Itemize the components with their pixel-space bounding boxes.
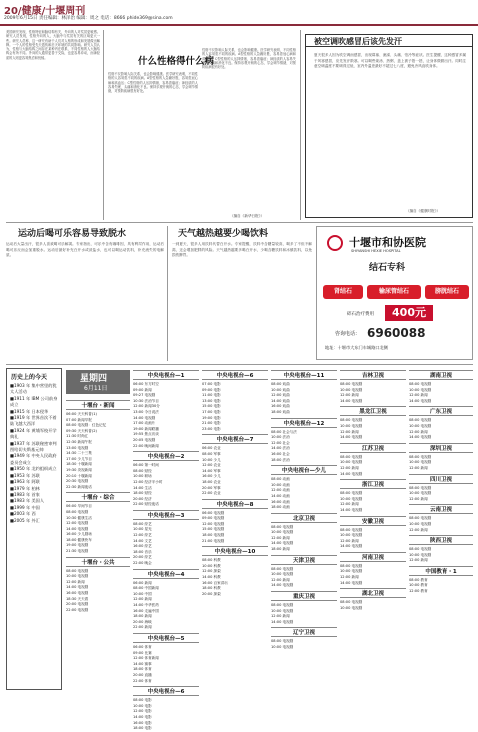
tv-program: 08:00 社会与法 <box>271 429 297 434</box>
tv-channel-name: 中央电视台—11 <box>271 370 337 380</box>
tv-program: 22:00 财经夜话 <box>133 502 159 507</box>
tv-channel-name: 辽宁卫视 <box>271 627 337 637</box>
tv-program: 12:30 新闻午报 <box>66 439 92 444</box>
tv-program: 12:00 综艺 <box>133 533 152 538</box>
tv-channel-name: 重庆卫视 <box>271 591 337 601</box>
tv-program: 12:00 动画 <box>271 488 290 493</box>
tv-program: 12:00 新闻30分 <box>133 404 160 409</box>
tv-program: 08:00 电视剧 <box>340 600 363 605</box>
tv-program: 16:00 少儿剧场 <box>66 532 92 537</box>
article-top-mid-1: 性格不仅影响人际关系，也会影响健康。医学研究表明，不同性格的人容易患不同的疾病。A型性格的人急躁好胜，容易患冠心病和高血压；C型性格的人压抑情绪，容易患癌症；神经质的人容易失眠、头痛和消化不良。保持乐观开朗的心态，学会调节情绪，对预防疾病很有好处。 <box>108 72 198 94</box>
tv-program: 08:00 电视剧 <box>271 639 294 644</box>
tv-program: 08:00 科教 <box>202 558 221 563</box>
tv-program: 13:00 今日说法 <box>133 409 159 414</box>
tv-program: 17:00 电影 <box>202 409 221 414</box>
tv-column-4 <box>271 368 337 690</box>
tv-program: 14:00 电视剧 <box>271 619 294 624</box>
tv-program: 10:00 电视剧 <box>271 645 294 649</box>
tv-program: 10:00 电视剧 <box>409 387 432 392</box>
tv-program: 14:00 电视剧 <box>133 415 156 420</box>
history-item: ■1983 年 美国人 <box>10 498 45 504</box>
tv-program: 19:00 新闻联播 <box>133 426 159 431</box>
tv-program: 12:00 农业 <box>202 463 221 468</box>
tv-program: 08:00 电视剧 <box>271 603 294 608</box>
hospital-ad <box>316 226 473 360</box>
tv-program: 10:00 电影 <box>133 703 152 708</box>
tv-program: 12:00 新闻 <box>271 614 290 619</box>
tv-channel-name: 中国教育・1 <box>409 566 473 576</box>
tv-program: 14:00 科教 <box>202 575 221 580</box>
tv-day-title: 星期四 <box>80 374 108 384</box>
tv-channel-name: 湖南卫视 <box>409 370 473 380</box>
tv-program: 10:00 戏曲 <box>271 387 290 392</box>
history-item: ■1919 年 世界首次不着陆飞越大西洋 <box>10 415 57 427</box>
section-title: 20/健康/十堰周刊 <box>4 6 86 17</box>
tv-program: 14:00 军事 <box>202 468 221 473</box>
pill-ureter: 输尿管结石 <box>367 285 421 299</box>
tv-channel-name: 中央电视台—4 <box>133 569 199 579</box>
tv-channel-name: 中央电视台—3 <box>133 510 199 520</box>
tv-program: 12:00 电视剧 <box>66 521 89 526</box>
tv-program: 16:00 社会 <box>271 451 290 456</box>
tv-program: 18:30 十堰新闻 <box>66 462 92 467</box>
tv-channel-name: 深圳卫视 <box>409 443 473 453</box>
tv-program: 15:00 电视剧 <box>202 527 225 532</box>
tv-program: 06:00 农业 <box>202 446 221 451</box>
tv-program: 09:00 电视剧 <box>202 516 225 521</box>
tv-program: 08:00 电视剧 <box>66 509 89 514</box>
tv-program: 10:00 电视剧 <box>271 530 294 535</box>
history-panel <box>6 368 62 690</box>
tv-program: 12:00 新闻 <box>409 465 428 470</box>
headline-personality: 什么性格得什么病 <box>138 56 215 67</box>
tv-channel-name: 中央电视台—少儿 <box>271 465 337 475</box>
history-item: ■1903 年 集中营里的犹太人活动 <box>10 383 57 395</box>
tv-program: 10:00 电视剧 <box>409 423 432 428</box>
tv-program: 14:00 电视剧 <box>271 583 294 588</box>
tv-program: 08:00 电视剧 <box>340 491 363 496</box>
tv-program: 06:00 天天科普(1) <box>66 412 97 416</box>
history-list <box>10 383 60 687</box>
tv-program: 08:00 电视剧 <box>409 547 432 552</box>
tv-program: 12:00 新闻 <box>409 393 428 398</box>
tv-program: 16:00 综艺 <box>133 544 152 549</box>
tv-column-6 <box>409 368 473 690</box>
tv-channel-name: 中央电视台—5 <box>133 633 199 643</box>
price: 400元 <box>385 305 433 321</box>
tv-program: 16:00 电视剧 <box>66 591 89 596</box>
tv-program: 18:00 新闻 <box>271 547 290 552</box>
tv-channel-name: 浙江卫视 <box>340 479 406 489</box>
article-mid-mid: 一到夏天，很多人用饮料代替白开水。专家提醒，饮料中含糖量较高，喝多了不但不解渴，还会增加肥胖的风险。天气越热越要多喝白开水，少喝含糖饮料和冰镇饮料，以免损伤脾胃。 <box>172 242 312 258</box>
specialty-label: 结石专科 <box>369 263 406 273</box>
header-meta: 2009年6月15日 责任编辑：林泽治 编辑：周之 电话：8666 phide369@sina.com <box>4 16 173 21</box>
tv-program: 10:00 电视剧 <box>409 521 432 526</box>
tv-program: 16:00 戏曲 <box>271 404 290 409</box>
tv-program: 10:00 法治 <box>271 435 290 440</box>
tv-program: 10:00 电视剧 <box>66 574 89 579</box>
history-item: ■1911 年 IBM 公司前身成立 <box>10 395 58 408</box>
tv-program: 12:00 社会 <box>271 440 290 445</box>
headline-aircon-cold: 被空调吹感冒后该先发汗 <box>314 37 402 46</box>
tv-program: 22:30 新闻夜话 <box>66 484 92 489</box>
tv-program: 06:00 第一时间 <box>133 463 159 468</box>
tv-program: 08:00 电视剧 <box>340 382 363 386</box>
tv-program: 14:00 电视剧 <box>340 580 363 585</box>
tv-program: 14:00 电视剧 <box>340 507 363 512</box>
tv-program: 13:00 电影 <box>202 398 221 403</box>
divider <box>6 364 473 365</box>
tv-program: 08:00 军事 <box>202 451 221 456</box>
tv-program: 10:00 科教 <box>202 563 221 568</box>
tv-program: 10:00 教育 <box>409 583 428 588</box>
tv-program: 18:00 体育 <box>133 667 152 672</box>
tv-program: 12:00 新闻 <box>133 597 152 602</box>
tv-program: 14:00 电视剧 <box>271 541 294 546</box>
history-item: ■1937 年 苏联秘密审判图哈切夫斯基元帅 <box>10 440 57 453</box>
tv-program: 14:00 电影 <box>133 714 152 719</box>
tv-program: 14:00 电视剧 <box>66 585 89 590</box>
phone: 6960088 <box>367 326 426 340</box>
tv-program: 10:00 电视剧 <box>271 572 294 577</box>
tv-program: 18:00 健康快车 <box>66 537 92 542</box>
article-mid-left: 运动后大量出汗，很多人喜欢喝可乐解渴。专家指出，可乐中含有咖啡因，具有利尿作用，运动后喝可乐反而会加重脱水。运动后最好补充白开水或淡盐水，也可以喝运动饮料，补充流失的电解质。 <box>6 242 164 258</box>
tv-channel-name: 天津卫视 <box>271 555 337 565</box>
tv-program: 10:00 动画 <box>271 482 290 487</box>
tv-column-1 <box>66 398 130 690</box>
tv-program: 12:00 新闻 <box>409 558 428 563</box>
hospital-name-en: SHIYANSHI HEXIE HOSPITAL <box>351 249 401 253</box>
tv-program: 18:00 电影 <box>133 726 152 731</box>
tv-program: 10:00 电视剧 <box>340 569 363 574</box>
tv-program: 12:00 新闻 <box>340 465 359 470</box>
tv-program: 06:00 早间节目 <box>66 504 92 509</box>
tv-program: 08:00 动画 <box>271 477 290 482</box>
history-item: ■1979 年 柏林 <box>10 485 40 491</box>
tv-program: 14:30 二十三集 <box>66 451 92 456</box>
tv-program: 08:00 电视剧 <box>340 418 363 423</box>
tv-program: 08:00 戏曲 <box>271 382 290 386</box>
tv-program: 19:55 焦点访谈 <box>133 432 159 437</box>
tv-program: 06:00 新闻 <box>133 580 152 585</box>
tv-program: 21:00 电影 <box>202 421 221 426</box>
tv-channel-name: 中央电视台—7 <box>202 434 268 444</box>
credit: （摘自《健康时报》） <box>406 209 441 213</box>
tv-program: 20:00 直播 <box>133 672 152 677</box>
tv-program: 22:00 农业 <box>202 491 221 496</box>
tv-channel-name: 陕西卫视 <box>409 535 473 545</box>
tv-program: 07:00 电影 <box>202 382 221 386</box>
tv-channel-name: 中央电视台—6 <box>202 370 268 380</box>
history-title: 历史上的今天 <box>11 374 48 381</box>
tv-program: 08:00 中国新闻 <box>133 586 159 591</box>
tv-channel-name: 中央电视台—10 <box>202 546 268 556</box>
tv-channel-name: 中央电视台—6 <box>133 686 199 696</box>
tv-program: 12:00 探索 <box>202 569 221 574</box>
tv-program: 08:00 电影 <box>133 698 152 703</box>
tv-program: 10:00 星光 <box>133 527 152 532</box>
tv-channel-name: 中央电视台—1 <box>133 370 199 380</box>
tv-program: 08:00 电视剧 <box>409 516 432 521</box>
tv-channel-name: 安徽卫视 <box>340 516 406 526</box>
tv-program: 14:00 电视剧 <box>340 471 363 476</box>
tv-program: 12:00 新闻 <box>66 579 85 584</box>
tv-program: 09:30 天天科普(2) <box>66 428 97 433</box>
tv-program: 20:00 探索 <box>202 591 221 596</box>
tv-channel-name: 十堰台・综合 <box>66 492 130 502</box>
article-right-text: 夏天很多人因为吹空调而感冒，出现鼻塞、流涕、头痛、怕冷等症状。医生提醒，这种感冒多属于风寒感冒，应先发汗散寒。可以喝些姜汤、热粥，盖上被子捂一捂，让身体微微出汗。同时注意空调温度不要调得过低，室内外温差最好不超过七八度，避免冷风直吹身体。 <box>314 53 466 69</box>
tv-program: 16:00 电影 <box>133 720 152 725</box>
tv-channel-name: 江苏卫视 <box>340 443 406 453</box>
tv-program: 18:00 新闻 <box>133 614 152 619</box>
tv-program: 22:00 新闻 <box>133 625 152 630</box>
tv-program: 19:30 央视新闻 <box>66 467 92 472</box>
tv-program: 20:00 经济 <box>133 496 152 501</box>
tv-program: 18:00 法治 <box>271 457 290 462</box>
tv-channel-name: 河南卫视 <box>340 552 406 562</box>
tv-channel-name: 湖北卫视 <box>340 588 406 598</box>
history-item: ■1924 年 黄埔军校开学典礼 <box>10 427 57 440</box>
pill-kidney: 肾结石 <box>323 285 363 299</box>
tv-program: 10:00 电视剧 <box>340 460 363 465</box>
tv-program: 07:00 新闻早报 <box>66 417 92 422</box>
tv-program: 12:00 新闻 <box>409 496 428 501</box>
tv-program: 08:00 电视剧 <box>271 566 294 571</box>
tv-program: 14:00 文艺 <box>133 538 152 543</box>
tv-program: 08:00 财经 <box>133 468 152 473</box>
history-item: ■1950 年 北约组织成立 <box>10 466 57 472</box>
tv-channel-name: 十堰台・公共 <box>66 557 130 567</box>
tv-program: 21:00 电视剧 <box>202 538 225 543</box>
article-top-left: 美国研究发现，性格特征和脑结构有关，外向的人对奖赏更敏感。研究人员发现，性格外向的人，大脑中与奖赏有关的区域更大一些。研究人员称，这一研究有助于人们对人格的形成和发展做出解释。一个人的性格受先天遗传和后天环境的共同影响。研究人员认为，性格与大脑结构之间存在某种内在联系，不同性格的人大脑结构会有所不同。外向的人通常更善于交际，也更容易冲动，而神经质的人则更容易焦虑和忧郁。 <box>6 30 100 60</box>
tv-program: 12:00 新闻 <box>271 535 290 540</box>
tv-program: 14:00 电视剧 <box>340 544 363 549</box>
tv-program: 10:00 电视剧 <box>409 491 432 496</box>
tv-program: 11:00 电影 <box>202 393 221 398</box>
tv-program: 20:30 电视剧 <box>66 479 89 484</box>
tv-program: 16:00 少儿 <box>202 474 221 479</box>
tv-program: 08:00 综艺 <box>133 521 152 526</box>
tv-program: 11:30 时尚汇 <box>66 434 89 439</box>
hospital-name: 十堰市和协医院 <box>349 236 426 249</box>
tv-program: 22:00 体育 <box>133 678 152 683</box>
tv-program: 19:00 电视剧 <box>66 543 89 548</box>
tv-program: 22:00 晚会 <box>133 561 152 566</box>
tv-program: 06:00 体育 <box>133 644 152 649</box>
tv-program: 20:00 海峡 <box>133 619 152 624</box>
tv-program: 08:00 电视剧 <box>340 527 363 532</box>
divider <box>300 30 301 220</box>
tv-date: 6月11日 <box>84 385 108 392</box>
tv-program: 12:00 新闻 <box>409 527 428 532</box>
tv-column-5 <box>340 368 406 690</box>
tv-program: 15:00 电影 <box>202 404 221 409</box>
tv-program: 12:00 电影 <box>133 709 152 714</box>
tv-program: 12:00 经济半小时 <box>133 479 163 484</box>
tv-program: 08:00 电视剧 <box>66 568 89 573</box>
tv-program: 12:00 新闻 <box>409 429 428 434</box>
tv-program: 08:00 电视剧 <box>409 418 432 423</box>
tv-column-3 <box>202 368 268 690</box>
divider <box>167 226 168 361</box>
tv-program: 16:00 百家讲坛 <box>202 580 228 585</box>
tv-program: 14:00 法治 <box>271 446 290 451</box>
tv-program: 08:00 电视剧 <box>340 454 363 459</box>
history-item: ■1963 年 阿联 <box>10 479 40 485</box>
tv-program: 12:00 新闻 <box>271 577 290 582</box>
tv-program: 12:00 戏曲 <box>271 393 290 398</box>
tv-program: 20:00 电视剧 <box>66 602 89 607</box>
tv-channel-name: 北京卫视 <box>271 513 337 523</box>
tv-program: 14:00 赛事 <box>133 661 152 666</box>
history-item: ■2005 年 外汇 <box>10 517 40 523</box>
tv-program: 08:00 电视剧：红色记忆 <box>66 423 107 428</box>
tv-program: 10:00 电视剧 <box>409 460 432 465</box>
tv-program: 09:00 比赛 <box>133 650 152 655</box>
tv-program: 18:00 音乐 <box>133 549 152 554</box>
tv-program: 13:00 电视剧 <box>66 445 89 450</box>
tv-program: 21:30 电视剧 <box>66 549 89 554</box>
divider <box>103 30 104 220</box>
tv-program: 19:00 电影 <box>202 415 221 420</box>
tv-program: 08:00 电视剧 <box>409 485 432 490</box>
tv-program: 10:00 电视剧 <box>409 552 432 557</box>
tv-program: 18:00 电视剧 <box>202 533 225 538</box>
tv-day-banner <box>66 370 130 394</box>
tv-channel-name: 中央电视台—8 <box>202 499 268 509</box>
credit: （摘自《新华日报》） <box>230 214 265 218</box>
tv-program: 14:00 中华医药 <box>133 603 159 607</box>
tv-program: 08:00 电视剧 <box>340 563 363 568</box>
tv-program: 08:00 电视剧 <box>271 524 294 529</box>
tv-program: 17:00 少儿节目 <box>66 456 92 461</box>
headline-cola: 运动后喝可乐容易导致脱水 <box>18 229 127 239</box>
tv-program: 18:00 动画 <box>271 505 290 510</box>
tv-program: 12:00 教育 <box>409 589 428 594</box>
tv-channel-name: 吉林卫视 <box>340 370 406 380</box>
price-label: 碎石治疗费用 <box>347 312 374 317</box>
tv-program: 12:00 新闻 <box>340 393 359 398</box>
tv-program: 10:00 电视剧 <box>340 387 363 392</box>
tv-channel-name: 广东卫视 <box>409 406 473 416</box>
tv-program: 18:30 天天看 <box>66 596 89 601</box>
tv-program: 14:00 电视剧 <box>66 526 89 531</box>
tv-channel-name: 十堰台・新闻 <box>66 400 130 410</box>
tv-program: 10:00 中国 <box>133 591 152 596</box>
tv-program: 20:00 军事 <box>202 485 221 490</box>
tv-program: 09:27 电视剧 <box>133 393 156 398</box>
address: 地址：十堰市大东门车城路口北侧 <box>325 345 388 350</box>
hospital-logo-icon <box>327 235 343 251</box>
tv-program: 10:00 电视剧 <box>340 605 363 610</box>
tv-program: 14:00 电视剧 <box>340 435 363 440</box>
tv-program: 14:00 电视剧 <box>409 398 432 403</box>
tv-program: 08:00 电视剧 <box>409 454 432 459</box>
tv-program: 16:00 动画 <box>271 499 290 504</box>
history-item: ■1999 年 中国 <box>10 504 40 510</box>
tv-program: 20:10 十堰新闻 <box>66 473 92 478</box>
tv-program: 12:00 新闻 <box>340 429 359 434</box>
page-header <box>0 0 478 26</box>
headline-drinks: 天气越热越要少喝饮料 <box>178 229 269 239</box>
tv-program: 18:00 财经 <box>133 491 152 496</box>
tv-program: 10:00 电视剧 <box>340 496 363 501</box>
tv-program: 10:30 健康生活 <box>66 515 92 520</box>
pill-bladder: 膀胱结石 <box>425 285 469 299</box>
tv-program: 09:00 新闻 <box>133 387 152 392</box>
tv-program: 06:00 电视剧 <box>202 510 225 515</box>
history-item: ■1949 年 中央人民政府委员会成立 <box>10 453 57 465</box>
tv-program: 10:00 少儿 <box>202 457 221 462</box>
tv-program: 22:00 晚间新闻 <box>133 443 159 448</box>
article-box-cold <box>305 34 473 218</box>
tv-program: 12:00 新闻 <box>340 538 359 543</box>
tv-channel-name: 中央电视台—2 <box>133 451 199 461</box>
tv-program: 08:00 电视剧 <box>409 382 432 386</box>
tv-program: 10:00 电视剧 <box>271 608 294 613</box>
tv-program: 08:00 教育 <box>409 577 428 582</box>
tv-program: 12:00 新闻 <box>340 502 359 507</box>
tv-program: 14:00 戏曲 <box>271 398 290 403</box>
history-item: ■1953 年 苏联 <box>10 472 40 478</box>
history-item: ■1983 年 首家 <box>10 491 40 497</box>
tv-program: 14:00 电视剧 <box>340 398 363 403</box>
tv-program: 22:00 电视剧 <box>66 607 89 612</box>
tv-program: 14:00 电视剧 <box>409 435 432 440</box>
tv-program: 10:30 法治节目 <box>133 398 159 403</box>
tv-channel-name: 中央电视台—12 <box>271 418 337 428</box>
tv-program: 23:00 电影 <box>202 426 221 431</box>
tv-program: 10:00 职场 <box>133 474 152 479</box>
divider <box>6 222 473 223</box>
tv-program: 09:00 电影 <box>202 387 221 392</box>
tv-program: 14:00 动画 <box>271 493 290 498</box>
history-item: ■1915 年 日本侵华 <box>10 408 49 414</box>
tv-program: 17:00 动画片 <box>133 421 156 426</box>
tv-program: 14:00 生活 <box>133 485 152 490</box>
tv-program: 20:00 综艺 <box>133 555 152 560</box>
tv-program: 18:00 戏曲 <box>271 409 290 414</box>
tv-channel-name: 云南卫视 <box>409 504 473 514</box>
tv-program: 10:00 电视剧 <box>340 423 363 428</box>
tv-program: 16:00 走遍中国 <box>133 608 159 613</box>
tv-program: 06:00 东方时空 <box>133 382 159 386</box>
tv-channel-name: 黑龙江卫视 <box>340 406 406 416</box>
phone-label: 咨询电话： <box>335 331 361 337</box>
history-item: ■2003 年 西 <box>10 511 36 517</box>
tv-program: 10:00 电视剧 <box>340 533 363 538</box>
article-top-mid-2: 性格不仅影响人际关系，也会影响健康。医学研究表明，不同性格的人容易患不同的疾病。A型性格的人急躁好胜，容易患冠心病和高血压；C型性格的人压抑情绪，容易患癌症；神经质的人容易失眠、头痛和消化不良。保持乐观开朗的心态，学会调节情绪，对预防疾病很有好处。 <box>202 48 296 70</box>
tv-column-2 <box>133 368 199 731</box>
tv-program: 18:00 农业 <box>202 479 221 484</box>
tv-program: 12:00 电视剧 <box>202 521 225 526</box>
tv-program: 18:00 科教 <box>202 586 221 591</box>
tv-program: 12:00 新闻 <box>340 575 359 580</box>
tv-program: 12:00 体育新闻 <box>133 656 159 661</box>
tv-program: 20:05 电视剧 <box>133 437 156 442</box>
tv-channel-name: 四川卫视 <box>409 474 473 484</box>
